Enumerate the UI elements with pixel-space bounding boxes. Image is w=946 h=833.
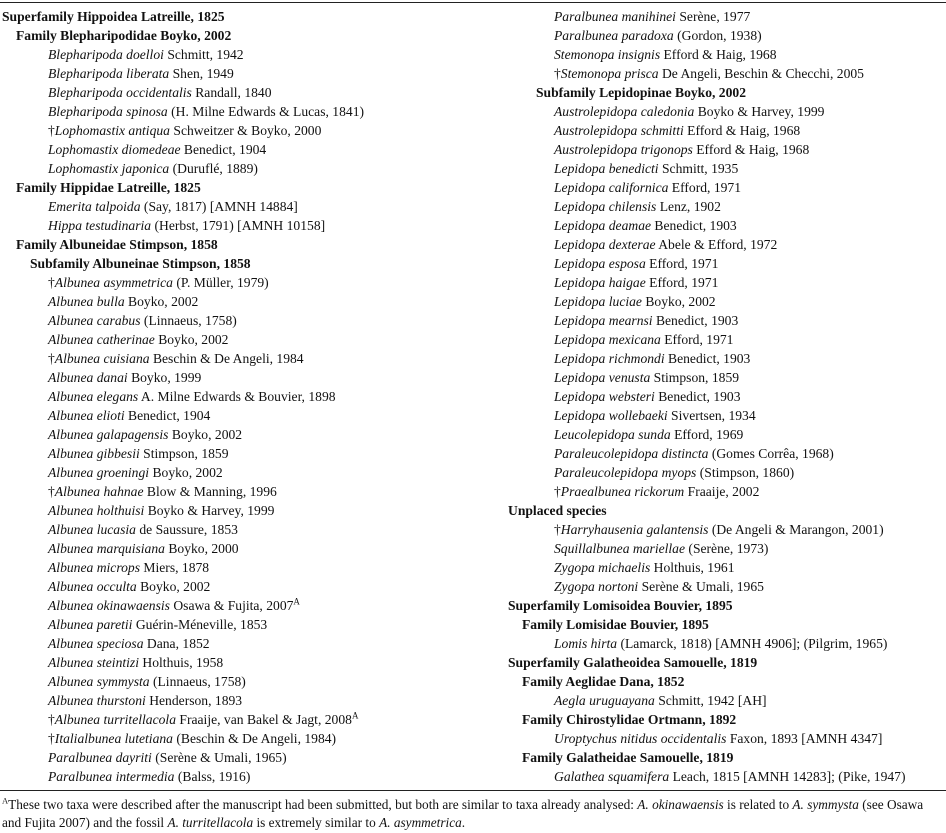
species-authority: A. Milne Edwards & Bouvier, 1898 (138, 389, 336, 404)
species-name: Albunea speciosa (48, 636, 144, 651)
species-authority: (De Angeli & Marangon, 2001) (708, 522, 884, 537)
species-name: Lepidopa chilensis (554, 199, 657, 214)
taxon-list-right-column (508, 7, 946, 786)
species-row (2, 501, 497, 520)
species-name: Austrolepidopa trigonops (554, 142, 693, 157)
species-authority: Serène, 1977 (675, 9, 751, 24)
species-row (2, 767, 497, 786)
species-name: Albunea groeningi (48, 465, 150, 480)
species-authority: Efford, 1969 (670, 427, 744, 442)
species-row (508, 729, 946, 748)
species-authority: Blow & Manning, 1996 (143, 484, 277, 499)
species-name: Albunea turritellacola (54, 712, 176, 727)
taxon-heading (508, 83, 946, 102)
species-authority: Shen, 1949 (169, 66, 234, 81)
species-row (2, 330, 497, 349)
species-authority: Efford, 1971 (645, 256, 719, 271)
species-name: Albunea carabus (48, 313, 141, 328)
species-name: Zygopa michaelis (554, 560, 651, 575)
species-name: Albunea occulta (48, 579, 137, 594)
heading-text: Family Chirostylidae Ortmann, 1892 (522, 712, 737, 727)
species-name: Lepidopa mexicana (554, 332, 661, 347)
species-row (508, 520, 946, 539)
species-row (2, 691, 497, 710)
footnote-text: (see Osawa and Fujita 2007) and the fossil (2, 797, 924, 830)
species-authority: (Say, 1817) [AMNH 14884] (140, 199, 298, 214)
species-name: Aegla uruguayana (554, 693, 655, 708)
fossil-dagger: † (48, 731, 55, 746)
species-row (2, 216, 497, 235)
species-authority: (Duruflé, 1889) (169, 161, 258, 176)
species-name: Lepidopa websteri (554, 389, 655, 404)
species-name: Lophomastix diomedeae (48, 142, 181, 157)
species-name: Blepharipoda liberata (48, 66, 170, 81)
species-name: Albunea danai (48, 370, 128, 385)
species-authority: Boyko & Harvey, 1999 (144, 503, 275, 518)
species-row (508, 634, 946, 653)
species-name: Albunea hahnae (54, 484, 144, 499)
species-authority: (Lamarck, 1818) [AMNH 4906]; (Pilgrim, 1965) (617, 636, 888, 651)
species-authority: (Linnaeus, 1758) (140, 313, 237, 328)
species-name: Lepidopa mearnsi (554, 313, 653, 328)
table-bottom-rule (0, 790, 946, 791)
species-row (2, 596, 497, 615)
species-authority: (H. Milne Edwards & Lucas, 1841) (167, 104, 365, 119)
species-name: Praealbunea rickorum (560, 484, 685, 499)
taxon-heading (508, 710, 946, 729)
species-name: Albunea elegans (48, 389, 139, 404)
species-authority: Randall, 1840 (191, 85, 272, 100)
species-name: Paraleucolepidopa myops (554, 465, 697, 480)
species-authority: (Herbst, 1791) [AMNH 10158] (151, 218, 326, 233)
species-name: Blepharipoda occidentalis (48, 85, 192, 100)
species-name: Blepharipoda doelloi (48, 47, 164, 62)
species-row (508, 577, 946, 596)
taxon-heading (508, 596, 946, 615)
species-name: Blepharipoda spinosa (48, 104, 168, 119)
footnote-marker: A (293, 596, 300, 607)
species-row (508, 292, 946, 311)
species-name: Albunea microps (48, 560, 140, 575)
fossil-dagger: † (48, 275, 55, 290)
taxon-heading (508, 672, 946, 691)
footnote-text: is extremely similar to (253, 815, 380, 830)
species-authority: Faxon, 1893 [AMNH 4347] (726, 731, 883, 746)
table-top-rule (0, 2, 946, 3)
species-row (508, 7, 946, 26)
species-row (2, 444, 497, 463)
species-authority: Schweitzer & Boyko, 2000 (169, 123, 322, 138)
species-row (508, 197, 946, 216)
species-row (2, 615, 497, 634)
species-name: Albunea thurstoni (48, 693, 146, 708)
species-name: Stemonopa prisca (560, 66, 659, 81)
species-name: Albunea galapagensis (48, 427, 169, 442)
species-row (2, 140, 497, 159)
species-authority: Guérin-Méneville, 1853 (132, 617, 268, 632)
species-row (2, 425, 497, 444)
species-row (508, 64, 946, 83)
species-row (2, 406, 497, 425)
taxon-heading (508, 748, 946, 767)
species-row (508, 26, 946, 45)
species-authority: Abele & Efford, 1972 (655, 237, 778, 252)
species-row (508, 311, 946, 330)
heading-text: Unplaced species (508, 503, 607, 518)
species-name: Albunea gibbesii (48, 446, 140, 461)
taxon-heading (2, 254, 497, 273)
species-name: Albunea steintizi (48, 655, 139, 670)
species-authority: Boyko & Harvey, 1999 (694, 104, 825, 119)
species-authority: Dana, 1852 (143, 636, 210, 651)
heading-text: Family Albuneidae Stimpson, 1858 (16, 237, 218, 252)
species-authority: Beschin & De Angeli, 1984 (149, 351, 304, 366)
taxon-list-left-column (2, 7, 497, 786)
fossil-dagger: † (554, 66, 561, 81)
species-authority: Efford & Haig, 1968 (660, 47, 777, 62)
species-authority: de Saussure, 1853 (135, 522, 238, 537)
heading-text: Family Lomisidae Bouvier, 1895 (522, 617, 709, 632)
species-row (508, 444, 946, 463)
species-name: Austrolepidopa caledonia (554, 104, 695, 119)
fossil-dagger: † (554, 522, 561, 537)
species-authority: Fraaije, 2002 (684, 484, 760, 499)
species-authority: Osawa & Fujita, 2007 (169, 598, 294, 613)
heading-text: Family Hippidae Latreille, 1825 (16, 180, 201, 195)
heading-text: Subfamily Lepidopinae Boyko, 2002 (536, 85, 746, 100)
species-row (2, 558, 497, 577)
species-row (508, 482, 946, 501)
species-authority: Schmitt, 1942 (163, 47, 244, 62)
species-row (508, 539, 946, 558)
heading-text: Superfamily Lomisoidea Bouvier, 1895 (508, 598, 733, 613)
species-row (2, 634, 497, 653)
species-authority: Lenz, 1902 (656, 199, 721, 214)
footnote-taxon: A. symmysta (792, 797, 859, 812)
footnote-text: These two taxa were described after the manuscript had been submitted, but both are similar to taxa already analysed: (8, 797, 638, 812)
species-authority: Benedict, 1903 (664, 351, 751, 366)
species-name: Albunea holthuisi (48, 503, 145, 518)
species-row (2, 197, 497, 216)
species-row (508, 425, 946, 444)
species-name: Paralbunea manihinei (554, 9, 676, 24)
species-name: Albunea marquisiana (48, 541, 165, 556)
species-authority: (Serène, 1973) (685, 541, 769, 556)
species-authority: De Angeli, Beschin & Checchi, 2005 (658, 66, 864, 81)
species-row (508, 558, 946, 577)
species-name: Hippa testudinaria (48, 218, 152, 233)
species-name: Lepidopa dexterae (554, 237, 656, 252)
species-name: Paralbunea dayriti (48, 750, 152, 765)
species-row (2, 273, 497, 292)
table-footnote (2, 796, 942, 832)
taxon-heading (508, 653, 946, 672)
species-name: Albunea symmysta (48, 674, 150, 689)
species-authority: Boyko, 2002 (136, 579, 211, 594)
species-name: Lomis hirta (554, 636, 618, 651)
species-authority: Boyko, 2000 (164, 541, 239, 556)
taxon-heading (2, 7, 497, 26)
species-name: Stemonopa insignis (554, 47, 661, 62)
species-authority: Stimpson, 1859 (139, 446, 229, 461)
species-row (508, 140, 946, 159)
heading-text: Family Galatheidae Samouelle, 1819 (522, 750, 734, 765)
species-authority: (Linnaeus, 1758) (149, 674, 246, 689)
species-name: Lepidopa luciae (554, 294, 642, 309)
species-authority: Holthuis, 1958 (139, 655, 224, 670)
species-row (2, 577, 497, 596)
species-row (508, 216, 946, 235)
footnote-marker: A (351, 710, 359, 721)
species-authority: Serène & Umali, 1965 (638, 579, 764, 594)
species-authority: Miers, 1878 (140, 560, 210, 575)
species-name: Paralbunea intermedia (48, 769, 175, 784)
species-row (508, 767, 946, 786)
species-authority: (Beschin & De Angeli, 1984) (172, 731, 337, 746)
species-row (2, 748, 497, 767)
species-row (508, 235, 946, 254)
footnote-marker: A (2, 795, 9, 806)
species-authority: Boyko, 2002 (154, 332, 229, 347)
species-authority: Holthuis, 1961 (650, 560, 735, 575)
species-authority: Fraaije, van Bakel & Jagt, 2008 (176, 712, 352, 727)
species-row (2, 729, 497, 748)
species-name: Lepidopa venusta (554, 370, 651, 385)
species-authority: Benedict, 1903 (654, 389, 741, 404)
taxon-heading (2, 178, 497, 197)
species-row (2, 653, 497, 672)
species-row (508, 45, 946, 64)
species-row (508, 406, 946, 425)
heading-text: Family Aeglidae Dana, 1852 (522, 674, 685, 689)
species-row (508, 368, 946, 387)
species-authority: Benedict, 1903 (652, 313, 739, 328)
species-authority: Efford, 1971 (668, 180, 742, 195)
footnote-taxon: A. asymmetrica (379, 815, 462, 830)
species-name: Zygopa nortoni (554, 579, 639, 594)
species-name: Lophomastix japonica (48, 161, 170, 176)
species-authority: Schmitt, 1942 [AH] (654, 693, 767, 708)
species-row (2, 45, 497, 64)
heading-text: Family Blepharipodidae Boyko, 2002 (16, 28, 232, 43)
species-row (2, 121, 497, 140)
species-name: Albunea catherinae (48, 332, 155, 347)
species-name: Lepidopa wollebaeki (554, 408, 668, 423)
species-row (2, 311, 497, 330)
heading-text: Superfamily Hippoidea Latreille, 1825 (2, 9, 225, 24)
fossil-dagger: † (554, 484, 561, 499)
species-name: Austrolepidopa schmitti (554, 123, 684, 138)
species-authority: Boyko, 2002 (168, 427, 243, 442)
taxon-heading (2, 26, 497, 45)
species-name: Albunea elioti (48, 408, 125, 423)
species-authority: (Stimpson, 1860) (696, 465, 795, 480)
species-authority: Boyko, 2002 (641, 294, 716, 309)
species-name: Lophomastix antiqua (54, 123, 170, 138)
species-row (2, 83, 497, 102)
taxon-heading (2, 235, 497, 254)
species-row (2, 520, 497, 539)
species-authority: Boyko, 2002 (149, 465, 223, 480)
species-name: Leucolepidopa sunda (554, 427, 671, 442)
footnote-text: . (461, 815, 466, 830)
species-authority: Henderson, 1893 (145, 693, 243, 708)
species-authority: (Gomes Corrêa, 1968) (708, 446, 834, 461)
species-name: Paraleucolepidopa distincta (554, 446, 709, 461)
species-row (508, 387, 946, 406)
species-name: Lepidopa californica (554, 180, 669, 195)
species-authority: Benedict, 1904 (124, 408, 211, 423)
heading-text: Superfamily Galatheoidea Samouelle, 1819 (508, 655, 758, 670)
species-row (2, 387, 497, 406)
species-row (2, 102, 497, 121)
species-name: Lepidopa benedicti (554, 161, 659, 176)
fossil-dagger: † (48, 712, 55, 727)
species-row (2, 463, 497, 482)
species-authority: Boyko, 2002 (124, 294, 199, 309)
species-name: Harryhausenia galantensis (560, 522, 709, 537)
species-name: Italialbunea lutetiana (54, 731, 173, 746)
species-name: Paralbunea paradoxa (554, 28, 674, 43)
species-authority: (P. Müller, 1979) (172, 275, 269, 290)
species-row (508, 691, 946, 710)
species-row (2, 710, 497, 729)
species-row (508, 349, 946, 368)
species-authority: Boyko, 1999 (127, 370, 202, 385)
species-authority: (Serène & Umali, 1965) (151, 750, 287, 765)
species-row (2, 368, 497, 387)
species-name: Lepidopa deamae (554, 218, 652, 233)
species-name: Squillalbunea mariellae (554, 541, 686, 556)
species-row (508, 273, 946, 292)
heading-text: Subfamily Albuneinae Stimpson, 1858 (30, 256, 251, 271)
taxon-heading (508, 501, 946, 520)
fossil-dagger: † (48, 484, 55, 499)
footnote-text: is related to (723, 797, 793, 812)
species-row (508, 102, 946, 121)
species-name: Lepidopa haigae (554, 275, 646, 290)
species-row (2, 539, 497, 558)
species-name: Albunea cuisiana (54, 351, 150, 366)
species-row (2, 292, 497, 311)
species-name: Emerita talpoida (48, 199, 141, 214)
species-authority: Stimpson, 1859 (650, 370, 740, 385)
species-name: Albunea paretii (48, 617, 133, 632)
species-authority: (Balss, 1916) (174, 769, 251, 784)
species-name: Albunea okinawaensis (48, 598, 170, 613)
species-row (508, 254, 946, 273)
species-authority: Efford, 1971 (660, 332, 734, 347)
species-row (508, 178, 946, 197)
species-authority: Sivertsen, 1934 (667, 408, 756, 423)
fossil-dagger: † (48, 351, 55, 366)
species-row (2, 159, 497, 178)
species-row (508, 121, 946, 140)
species-row (508, 330, 946, 349)
species-authority: Benedict, 1903 (651, 218, 737, 233)
species-row (508, 159, 946, 178)
species-row (508, 463, 946, 482)
species-authority: Benedict, 1904 (180, 142, 267, 157)
species-name: Uroptychus nitidus occidentalis (554, 731, 727, 746)
species-name: Albunea bulla (48, 294, 125, 309)
species-name: Galathea squamifera (554, 769, 670, 784)
species-authority: Schmitt, 1935 (658, 161, 739, 176)
species-name: Lepidopa richmondi (554, 351, 665, 366)
species-authority: (Gordon, 1938) (673, 28, 762, 43)
footnote-taxon: A. turritellacola (167, 815, 254, 830)
species-authority: Efford & Haig, 1968 (692, 142, 810, 157)
footnote-taxon: A. okinawaensis (637, 797, 724, 812)
species-name: Albunea asymmetrica (54, 275, 173, 290)
species-row (2, 482, 497, 501)
species-row (2, 349, 497, 368)
species-authority: Efford, 1971 (645, 275, 719, 290)
taxon-heading (508, 615, 946, 634)
species-authority: Efford & Haig, 1968 (683, 123, 801, 138)
species-row (2, 64, 497, 83)
species-authority: Leach, 1815 [AMNH 14283]; (Pike, 1947) (669, 769, 906, 784)
species-name: Lepidopa esposa (554, 256, 646, 271)
species-row (2, 672, 497, 691)
fossil-dagger: † (48, 123, 55, 138)
species-name: Albunea lucasia (48, 522, 136, 537)
